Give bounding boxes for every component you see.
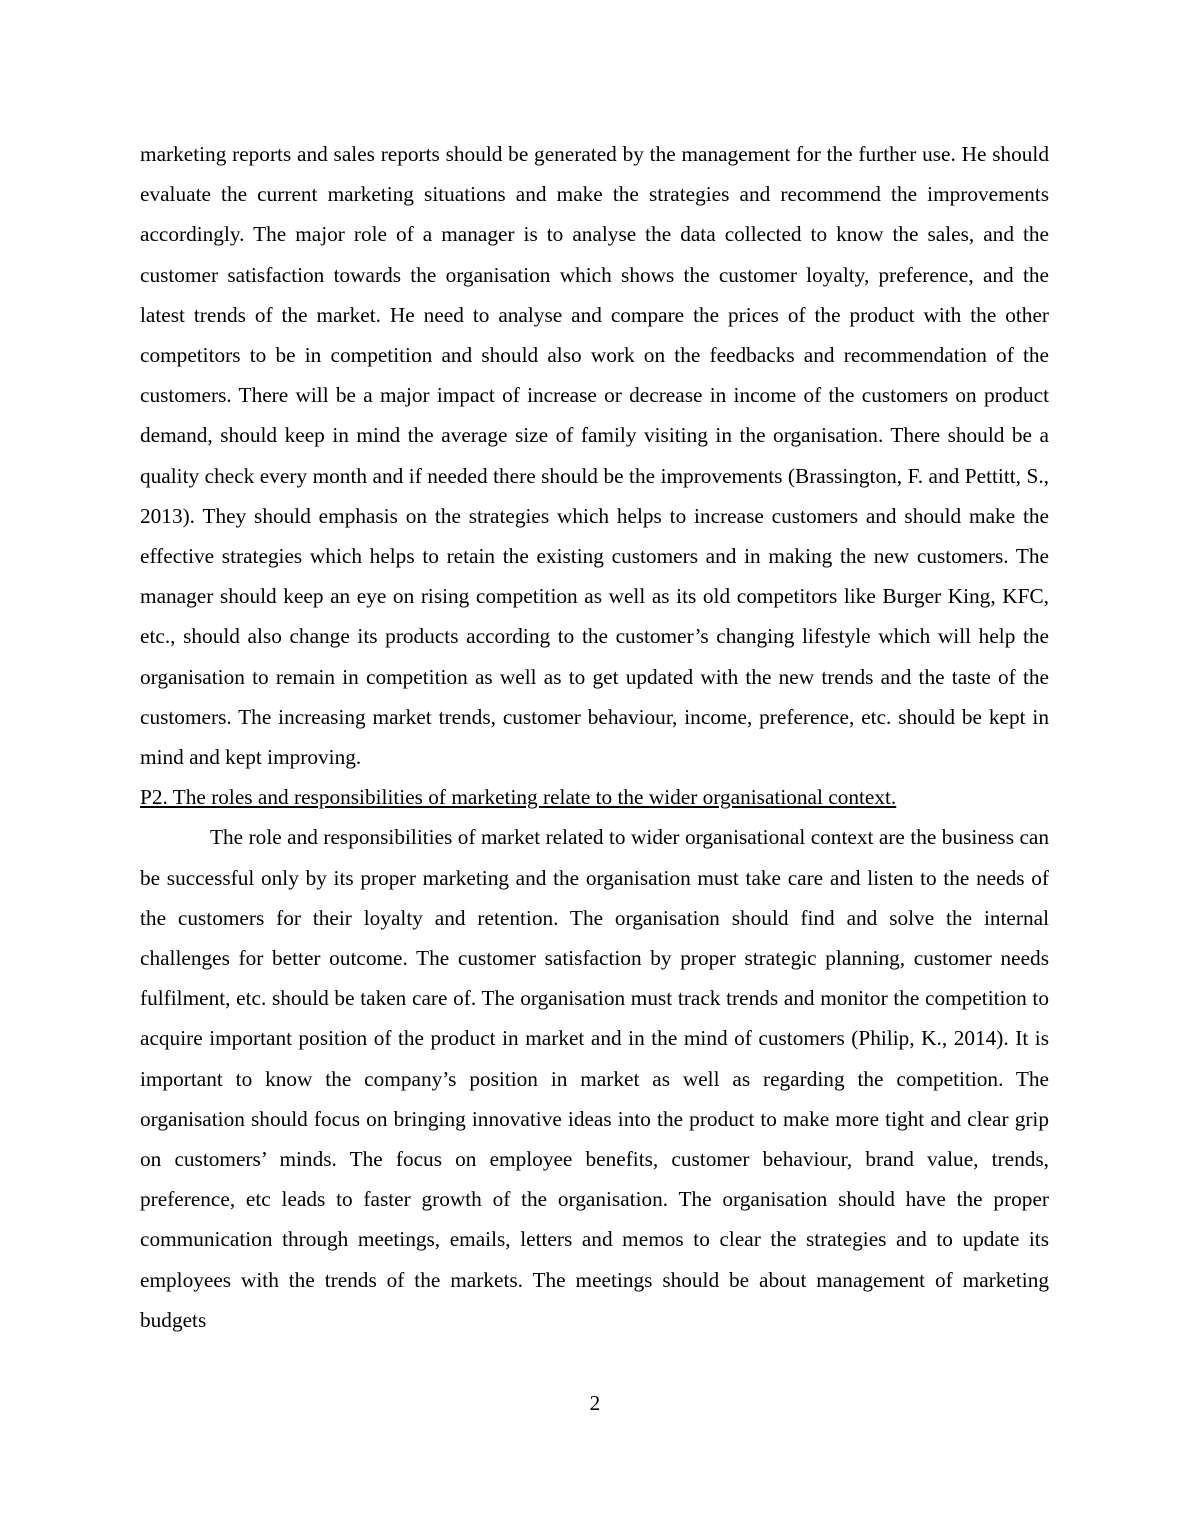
page-number: 2	[589, 1391, 601, 1415]
section-heading-p2: P2. The roles and responsibilities of marketing relate to the wider organisational context.	[140, 785, 897, 810]
continued-paragraph: marketing reports and sales reports should be generated by the management for the further use. He should evaluate the current marketing situations and make the strategies and recommend the improvements accordingly. The major role of a manager is to analyse the data collected to know the sales, and the customer satisfaction towards the organisation which shows the customer loyalty, preference, and the latest trends of the market. He need to analyse and compare the prices of the product with the other competitors to be in competition and should also work on the feedbacks and recommendation of the customers. There will be a major impact of increase or decrease in income of the customers on product demand, should keep in mind the average size of family visiting in the organisation. There should be a quality check every month and if needed there should be the improvements (Brassington, F. and Pettitt, S., 2013). They should emphasis on the strategies which helps to increase customers and should make the effective strategies which helps to retain the existing customers and in making the new customers. The manager should keep an eye on rising competition as well as its old competitors like Burger King, KFC, etc., should also change its products according to the customer’s changing lifestyle which will help the organisation to remain in competition as well as to get updated with the new trends and the taste of the customers. The increasing market trends, customer behaviour, income, preference, etc. should be kept in mind and kept improving.	[140, 142, 1049, 770]
paragraph-p2: The role and responsibilities of market related to wider organisational context are the business can be successful only by its proper marketing and the organisation must take care and listen to the needs of the customers for their loyalty and retention. The organisation should find and solve the internal challenges for better outcome. The customer satisfaction by proper strategic planning, customer needs fulfilment, etc. should be taken care of. The organisation must track trends and monitor the competition to acquire important position of the product in market and in the mind of customers (Philip, K., 2014). It is important to know the company’s position in market as well as regarding the competition. The organisation should focus on bringing innovative ideas into the product to make more tight and clear grip on customers’ minds. The focus on employee benefits, customer behaviour, brand value, trends, preference, etc leads to faster growth of the organisation. The organisation should have the proper communication through meetings, emails, letters and memos to clear the strategies and to update its employees with the trends of the markets. The meetings should be about management of marketing budgets	[140, 825, 1049, 1332]
document-body	[140, 134, 1049, 1340]
